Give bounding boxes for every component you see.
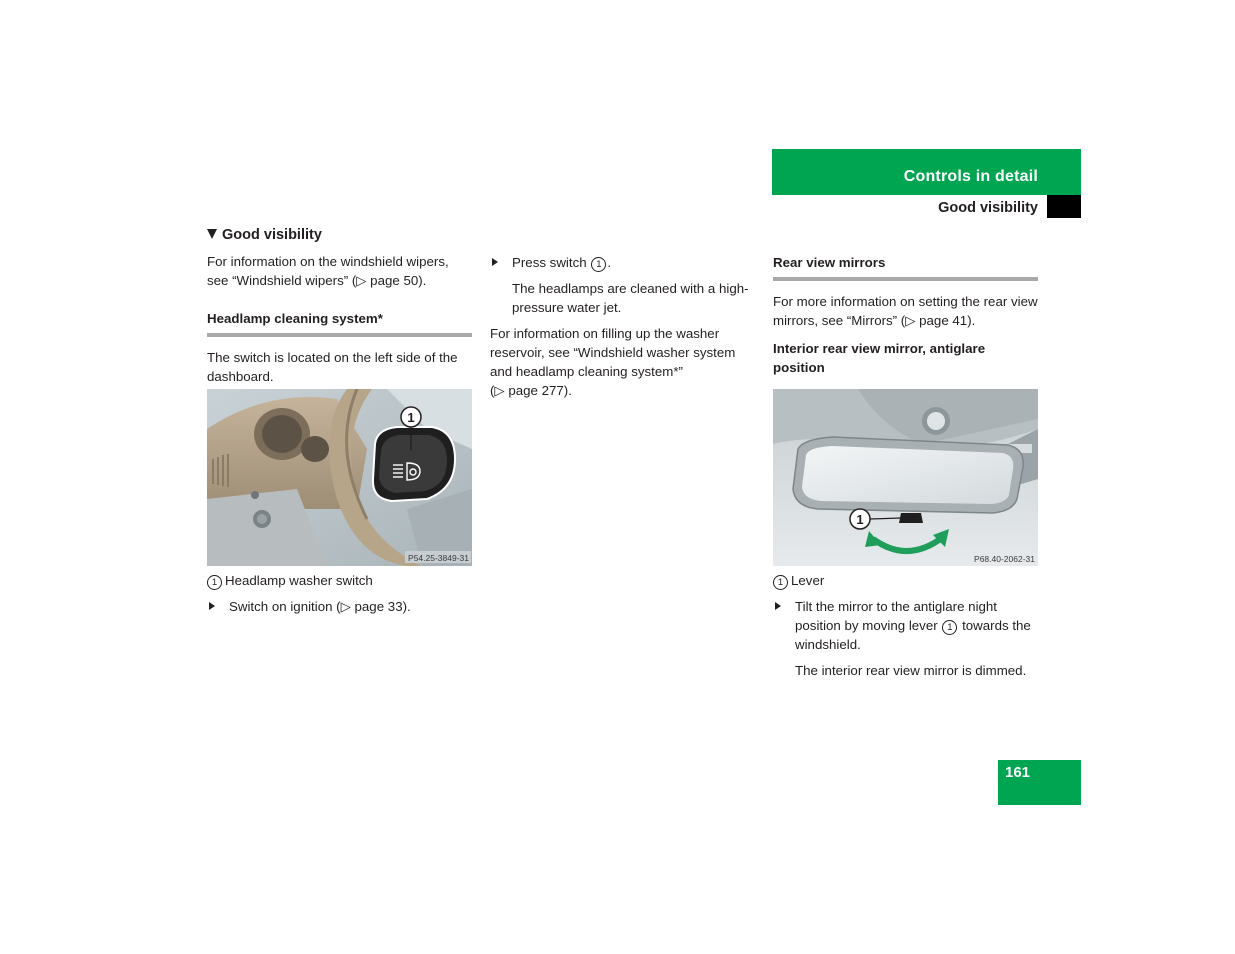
column-left-lower [207,571,472,616]
page-heading-text: Good visibility [222,227,322,243]
result-paragraph: The interior rear view mirror is dimmed. [795,663,1027,678]
callout-number-1: 1 [856,512,864,527]
chapter-title: Controls in detail [903,168,1038,185]
page-heading [207,226,472,245]
column-left [207,226,472,386]
figure-code: P68.40-2062-31 [974,554,1035,564]
rear-view-mirror-illustration [773,389,1038,566]
section-marker-tab [1047,195,1081,218]
bullet-arrow-icon [490,253,512,272]
subhead-headlamp-cleaning: Headlamp cleaning system* [207,309,472,337]
switch-location-paragraph: The switch is located on the left side of the dashboard. [207,350,458,384]
step-press-switch [490,253,755,272]
number-circle: 1 [207,575,222,590]
step-text [795,597,1041,654]
bullet-arrow-icon [773,597,795,654]
result-paragraph: The headlamps are cleaned with a high-pressure water jet. [512,281,749,315]
intro-paragraph: For information on the windshield wipers, see “Windshield wipers” (▷ page 50). [207,254,449,288]
column-right [773,253,1038,377]
legend-text: Lever [791,573,825,588]
section-title-header: Good visibility [938,200,1038,216]
mirrors-intro-paragraph: For more information on setting the rear view mirrors, see “Mirrors” (▷ page 41). [773,294,1038,328]
washer-info-page: (▷ page 277). [490,383,572,398]
triangle-down-icon [207,229,217,239]
callout-number-1: 1 [407,410,415,425]
number-circle: 1 [942,620,957,635]
step-text-main: Press switch [512,255,587,270]
step-text: Press switch 1 . [512,255,612,270]
step-tilt-mirror [773,597,1041,654]
page-number: 161 [1005,764,1031,781]
number-circle: 1 [773,575,788,590]
legend-item [207,571,472,590]
column-right-lower [773,571,1041,680]
subhead-rear-view-mirrors: Rear view mirrors [773,253,1038,281]
subhead-interior-mirror: Interior rear view mirror, antiglare position [773,341,986,375]
legend-item [773,571,1041,590]
washer-info-paragraph: For information on filling up the washer reservoir, see “Windshield washer system and headlamp cleaning system*” [490,326,736,379]
legend-text: Headlamp washer switch [225,573,373,588]
step-text-after: towards the windshield. [795,618,1031,652]
number-circle: 1 [591,257,606,272]
bullet-arrow-icon [207,597,229,616]
figure-code: P54.25-3849-31 [408,553,469,563]
headlamp-switch-illustration [207,389,472,566]
column-middle [490,253,755,400]
step-text-before: Tilt the mirror to the antiglare night position by moving lever [795,599,998,633]
step-text: Switch on ignition (▷ page 33). [229,599,411,614]
step-switch-ignition [207,597,472,616]
